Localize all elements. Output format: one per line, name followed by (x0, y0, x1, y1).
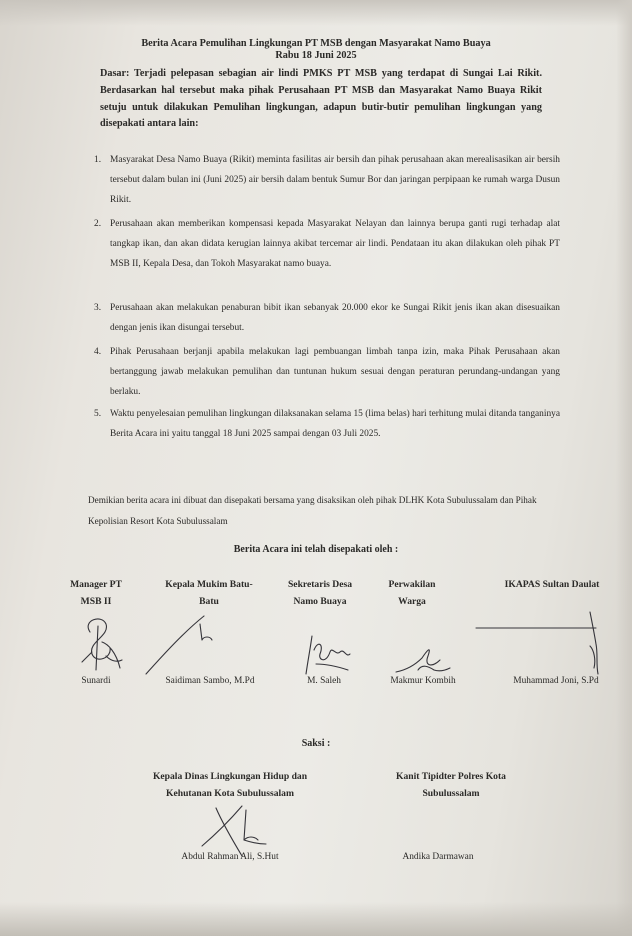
witness-role: Kepala Dinas Lingkungan Hidup dan Kehutanan Kota Subulussalam (152, 771, 308, 799)
list-item-text: Perusahaan akan memberikan kompensasi kepada Masyarakat Nelayan dan lainnya berupa ganti rugi terhadap alat tangkap ikan, dan akan didata kerugian lainnya akibat tercemar air lindi. Pendataan itu akan dilakukan oleh pihak PT MSB II, Kepala Desa, dan Tokoh Masyarakat namo buaya. (110, 219, 560, 269)
signatory-role: Kepala Mukim Batu- Batu (165, 579, 253, 607)
signatory-name: M. Saleh (307, 676, 341, 686)
list-item-text: Pihak Perusahaan berjanji apabila melakukan lagi pembuangan limbah tanpa izin, maka Pihak Perusahaan akan bertanggung jawab melakukan pemulihan dan tuntunan hukum sesuai dengan peraturan perundang-undangan yang berlaku. (110, 347, 560, 397)
list-item-text: Perusahaan akan melakukan penaburan bibit ikan sebanyak 20.000 ekor ke Sungai Rikit jenis ikan akan disesuaikan dengan jenis ikan disungai tersebut. (110, 303, 560, 333)
intro-paragraph: Dasar: Terjadi pelepasan sebagian air lindi PMKS PT MSB yang terdapat di Sungai Lai Rikit. Berdasarkan hal tersebut maka pihak Perusahaan PT MSB dan Masyarakat Namo Buaya Rikit setuju untuk dilakukan Pemulihan lingkungan, adapun butir-butir pemulihan lingkungan yang disepakati antara lain: (100, 68, 542, 130)
witness-role: Kanit Tipidter Polres Kota Subulussalam (396, 771, 506, 799)
page-shadow-bottom (0, 902, 632, 936)
page-shadow-right (616, 0, 632, 936)
list-item-number: 5. (94, 409, 102, 419)
list-item-text: Masyarakat Desa Namo Buaya (Rikit) meminta fasilitas air bersih dan pihak perusahaan akan merealisasikan air bersih tersebut dalam bulan ini (Juni 2025) air bersih dalam bentuk Sumur Bor dan jaringan perpipaan ke rumah warga Dusun Rikit. (110, 155, 560, 205)
list-item-number: 2. (94, 219, 102, 229)
signature-sunardi (72, 612, 132, 674)
witness-heading: Saksi : (301, 738, 331, 749)
signature-muhammad-joni (472, 608, 612, 678)
signatory-role: Manager PT MSB II (70, 579, 122, 607)
signature-saidiman (140, 610, 220, 680)
list-item-number: 1. (94, 155, 102, 165)
signatory-name: Makmur Kombih (390, 676, 456, 686)
signatory-name: Saidiman Sambo, M.Pd (165, 676, 255, 686)
signature-msaleh (296, 630, 356, 680)
closing-paragraph: Demikian berita acara ini dibuat dan disepakati bersama yang disaksikan oleh pihak DLHK Kota Subulussalam dan Pihak Kepolisian Resort Kota Subulussalam (88, 495, 537, 526)
document-title: Berita Acara Pemulihan Lingkungan PT MSB dengan Masyarakat Namo Buaya (141, 38, 491, 49)
list-item-number: 3. (94, 303, 102, 313)
signatory-name: Sunardi (81, 676, 111, 686)
page-shadow-top (0, 0, 632, 26)
witness-name: Andika Darmawan (402, 852, 474, 862)
list-item-text: Waktu penyelesaian pemulihan lingkungan dilaksanakan selama 15 (lima belas) hari terhitung mulai ditanda tanganinya Berita Acara ini yaitu tanggal 18 Juni 2025 sampai dengan 03 Juli 2025. (110, 409, 560, 439)
list-item-number: 4. (94, 347, 102, 357)
agreed-heading: Berita Acara ini telah disepakati oleh : (233, 544, 399, 555)
signatory-role: Sekretaris Desa Namo Buaya (287, 579, 353, 607)
signatory-role: Perwakilan Warga (388, 579, 436, 607)
signatory-name: Muhammad Joni, S.Pd (513, 676, 599, 686)
document-date: Rabu 18 Juni 2025 (275, 50, 357, 61)
witness-name: Abdul Rahman Ali, S.Hut (181, 852, 279, 862)
signatory-role: IKAPAS Sultan Daulat (504, 579, 600, 590)
